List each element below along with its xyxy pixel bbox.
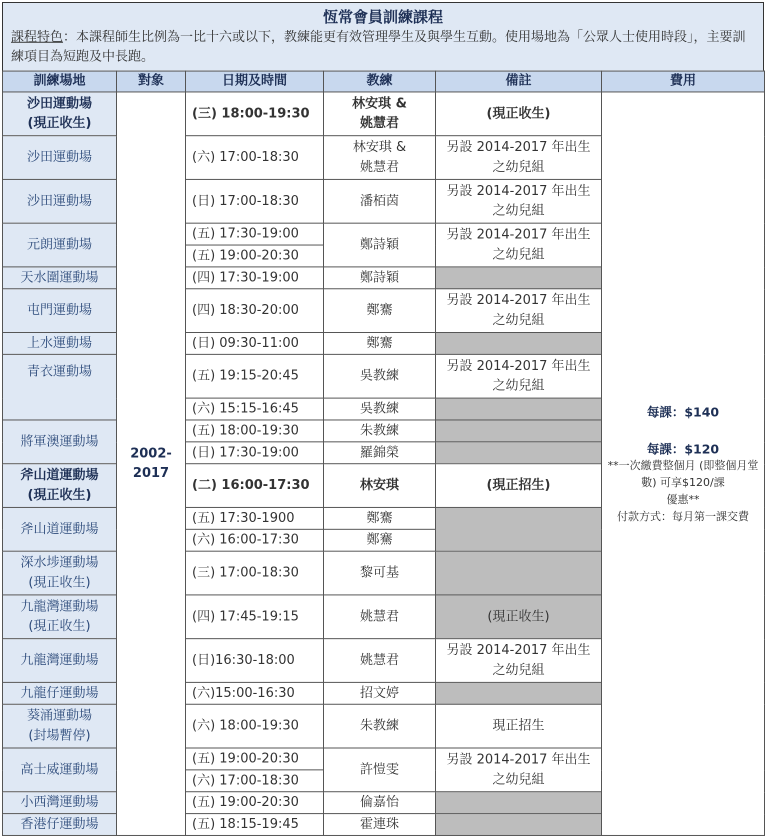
time-cell: (四) 18:30-20:00 (186, 289, 324, 333)
venue-cell: 將軍澳運動場 (3, 420, 117, 464)
coach-cell: 鄭騫 (324, 333, 436, 355)
remark-cell (436, 333, 602, 355)
venue-cell: 九龍灣運動場 (現正收生) (3, 595, 117, 639)
time-cell: (四) 17:30-19:00 (186, 267, 324, 289)
venue-cell: 葵涌運動場 (封場暫停) (3, 704, 117, 748)
remark-cell (436, 814, 602, 836)
intro-body: ：本課程師生比例為一比十六或以下，教練能更有效管理學生及與學生互動。使用場地為「公眾人士使用時段」，主要訓練項目為短跑及中長跑。 (11, 29, 746, 65)
time-cell: (六) 15:15-16:45 (186, 398, 324, 420)
header-datetime: 日期及時間 (186, 71, 324, 92)
header-box (2, 2, 764, 71)
time-cell: (五) 17:30-1900 (186, 507, 324, 529)
coach-cell: 招文婷 (324, 682, 436, 704)
venue-cell: 元朗運動場 (3, 223, 117, 267)
remark-cell: 另設 2014-2017 年出生 之幼兒組 (436, 354, 602, 398)
remark-cell: (現正收生) (436, 595, 602, 639)
coach-cell: 羅錦榮 (324, 442, 436, 464)
coach-cell: 朱教練 (324, 704, 436, 748)
venue-cell: 沙田運動場 (3, 136, 117, 180)
time-cell: (三) 17:00-18:30 (186, 551, 324, 595)
header-fee: 費用 (602, 71, 765, 92)
venue-cell: 天水圍運動場 (3, 267, 117, 289)
coach-cell: 潘栢茵 (324, 179, 436, 223)
page-title: 恆常會員訓練課程 (322, 7, 443, 26)
remark-cell (436, 267, 602, 289)
venue-cell: 九龍灣運動場 (3, 639, 117, 683)
coach-cell: 林安琪 (324, 464, 436, 508)
venue-cell: 沙田運動場 (3, 179, 117, 223)
coach-cell: 林安琪 & 姚慧君 (324, 136, 436, 180)
remark-cell: 另設 2014-2017 年出生 之幼兒組 (436, 223, 602, 267)
time-cell: (五) 19:00-20:30 (186, 748, 324, 770)
time-cell: (五) 17:30-19:00 (186, 223, 324, 245)
time-cell: (日)16:30-18:00 (186, 639, 324, 683)
table-row (3, 92, 765, 136)
coach-cell: 姚慧君 (324, 639, 436, 683)
header-venue: 訓練場地 (3, 71, 117, 92)
remark-cell: 另設 2014-2017 年出生 之幼兒組 (436, 289, 602, 333)
header-remark: 備註 (436, 71, 602, 92)
coach-cell: 林安琪 & 姚慧君 (324, 92, 436, 136)
remark-cell (436, 551, 602, 595)
remark-cell (436, 398, 602, 420)
course-document (2, 2, 766, 836)
time-cell: (日) 09:30-11:00 (186, 333, 324, 355)
time-cell: (五) 19:15-20:45 (186, 354, 324, 398)
time-cell: (六) 17:00-18:30 (186, 770, 324, 792)
coach-cell: 霍連珠 (324, 814, 436, 836)
coach-cell: 倫嘉怡 (324, 792, 436, 814)
venue-cell: 斧山道運動場 (3, 507, 117, 551)
coach-cell: 黎可基 (324, 551, 436, 595)
coach-cell: 鄭騫 (324, 289, 436, 333)
time-cell: (五) 18:15-19:45 (186, 814, 324, 836)
venue-cell: 上水運動場 (3, 333, 117, 355)
remark-cell (436, 420, 602, 442)
venue-cell: 小西灣運動場 (3, 792, 117, 814)
time-cell: (六) 17:00-18:30 (186, 136, 324, 180)
coach-cell: 鄭詩穎 (324, 267, 436, 289)
venue-cell: 斧山道運動場 (現正收生) (3, 464, 117, 508)
remark-cell (436, 792, 602, 814)
time-cell: (六)15:00-16:30 (186, 682, 324, 704)
remark-cell: 另設 2014-2017 年出生 之幼兒組 (436, 179, 602, 223)
intro-lead: 課程特色 (11, 29, 64, 45)
table-header-row (3, 71, 765, 92)
time-cell: (四) 17:45-19:15 (186, 595, 324, 639)
remark-cell (436, 442, 602, 464)
coach-cell: 鄭騫 (324, 507, 436, 529)
venue-cell: 九龍仔運動場 (3, 682, 117, 704)
time-cell: (六) 18:00-19:30 (186, 704, 324, 748)
header-coach: 教練 (324, 71, 436, 92)
target-cell: 2002- 2017 (117, 92, 186, 836)
remark-cell: (現正收生) (436, 92, 602, 136)
remark-cell (436, 682, 602, 704)
remark-cell: 現正招生 (436, 704, 602, 748)
time-cell: (日) 17:00-18:30 (186, 179, 324, 223)
fee-note-2: 優惠** (666, 492, 700, 506)
time-cell: (日) 17:30-19:00 (186, 442, 324, 464)
coach-cell: 鄭騫 (324, 529, 436, 551)
time-cell: (二) 16:00-17:30 (186, 464, 324, 508)
venue-cell: 深水埗運動場 (現正收生) (3, 551, 117, 595)
venue-cell: 高士威運動場 (3, 748, 117, 792)
fee-note-1: **一次繳費整個月 (即整個月堂數) 可享$120/課 (607, 458, 759, 489)
header-target: 對象 (117, 71, 186, 92)
coach-cell: 許愷雯 (324, 748, 436, 792)
remark-cell (436, 507, 602, 551)
venue-cell: 沙田運動場 (現正收生) (3, 92, 117, 136)
venue-cell: 香港仔運動場 (3, 814, 117, 836)
remark-cell: 另設 2014-2017 年出生 之幼兒組 (436, 136, 602, 180)
coach-cell: 吳教練 (324, 398, 436, 420)
time-cell: (五) 18:00-19:30 (186, 420, 324, 442)
fee-price-1: 每課：$140 (646, 404, 720, 419)
venue-cell: 屯門運動場 (3, 289, 117, 333)
time-cell: (六) 16:00-17:30 (186, 529, 324, 551)
remark-cell: (現正招生) (436, 464, 602, 508)
time-cell: (五) 19:00-20:30 (186, 245, 324, 267)
fee-cell (602, 92, 765, 836)
remark-cell: 另設 2014-2017 年出生 之幼兒組 (436, 748, 602, 792)
time-cell: (三) 18:00-19:30 (186, 92, 324, 136)
coach-cell: 鄭詩穎 (324, 223, 436, 267)
coach-cell: 姚慧君 (324, 595, 436, 639)
intro-text (3, 28, 763, 71)
schedule-table (2, 71, 765, 836)
coach-cell: 朱教練 (324, 420, 436, 442)
fee-price-2: 每課：$120 (646, 440, 720, 456)
remark-cell: 另設 2014-2017 年出生 之幼兒組 (436, 639, 602, 683)
coach-cell: 吳教練 (324, 354, 436, 398)
time-cell: (五) 19:00-20:30 (186, 792, 324, 814)
venue-cell: 青衣運動場 (3, 354, 117, 420)
fee-payment: 付款方式：每月第一課交費 (617, 509, 749, 523)
